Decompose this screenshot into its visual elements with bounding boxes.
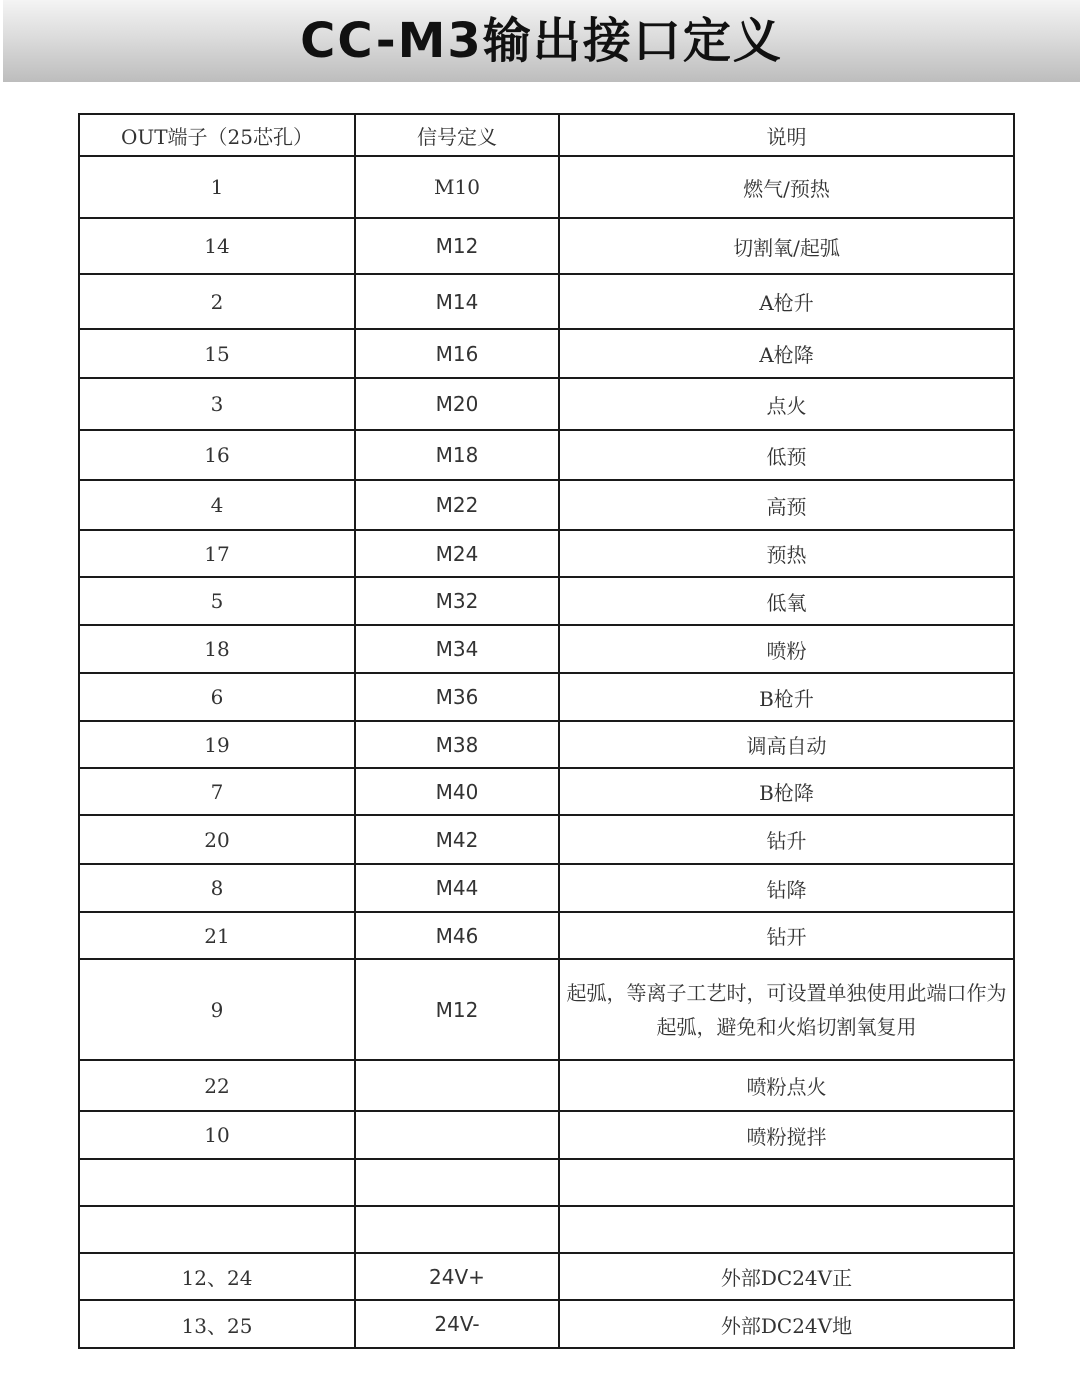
terminal-cell: 15 bbox=[79, 329, 355, 378]
terminal-cell: 13、25 bbox=[79, 1300, 355, 1348]
terminal-cell: 10 bbox=[79, 1111, 355, 1159]
signal-cell: M14 bbox=[355, 274, 559, 329]
table-body bbox=[79, 156, 1014, 1348]
description-cell: 钻升 bbox=[559, 815, 1014, 864]
table-row bbox=[79, 721, 1014, 768]
table-row bbox=[79, 1111, 1014, 1159]
table-row bbox=[79, 768, 1014, 815]
table-row bbox=[79, 378, 1014, 430]
terminal-cell: 8 bbox=[79, 864, 355, 912]
header-signal: 信号定义 bbox=[355, 114, 559, 156]
description-cell: B枪降 bbox=[559, 768, 1014, 815]
table-row bbox=[79, 1060, 1014, 1111]
signal-cell: M22 bbox=[355, 480, 559, 530]
signal-cell: M38 bbox=[355, 721, 559, 768]
table-row bbox=[79, 815, 1014, 864]
terminal-cell: 18 bbox=[79, 625, 355, 673]
terminal-cell: 16 bbox=[79, 430, 355, 480]
terminal-cell: 4 bbox=[79, 480, 355, 530]
table-row bbox=[79, 274, 1014, 329]
description-cell bbox=[559, 1159, 1014, 1206]
signal-cell: M32 bbox=[355, 577, 559, 625]
terminal-cell: 19 bbox=[79, 721, 355, 768]
header-description: 说明 bbox=[559, 114, 1014, 156]
table-row bbox=[79, 959, 1014, 1060]
signal-cell bbox=[355, 1060, 559, 1111]
description-cell: 点火 bbox=[559, 378, 1014, 430]
table-row bbox=[79, 156, 1014, 218]
terminal-cell: 21 bbox=[79, 912, 355, 959]
description-cell: 钻开 bbox=[559, 912, 1014, 959]
description-cell: A枪降 bbox=[559, 329, 1014, 378]
description-cell: 喷粉搅拌 bbox=[559, 1111, 1014, 1159]
page-title: CC-M3输出接口定义 bbox=[300, 12, 783, 69]
signal-cell: M34 bbox=[355, 625, 559, 673]
table-row bbox=[79, 329, 1014, 378]
table-row bbox=[79, 1300, 1014, 1348]
title-banner bbox=[3, 0, 1080, 82]
terminal-cell: 1 bbox=[79, 156, 355, 218]
description-cell: 调高自动 bbox=[559, 721, 1014, 768]
signal-cell: M16 bbox=[355, 329, 559, 378]
header-terminal: OUT端子（25芯孔） bbox=[79, 114, 355, 156]
terminal-cell bbox=[79, 1159, 355, 1206]
terminal-cell: 5 bbox=[79, 577, 355, 625]
terminal-cell: 9 bbox=[79, 959, 355, 1060]
signal-cell bbox=[355, 1111, 559, 1159]
description-cell: 燃气/预热 bbox=[559, 156, 1014, 218]
table-row bbox=[79, 480, 1014, 530]
description-cell: 起弧，等离子工艺时，可设置单独使用此端口作为起弧，避免和火焰切割氧复用 bbox=[559, 959, 1014, 1060]
terminal-cell: 12、24 bbox=[79, 1253, 355, 1300]
table-row bbox=[79, 1206, 1014, 1253]
table-header-row bbox=[79, 114, 1014, 156]
table-row bbox=[79, 577, 1014, 625]
signal-cell: M24 bbox=[355, 530, 559, 577]
signal-cell: M12 bbox=[355, 218, 559, 274]
signal-cell: 24V+ bbox=[355, 1253, 559, 1300]
terminal-cell bbox=[79, 1206, 355, 1253]
signal-cell: M44 bbox=[355, 864, 559, 912]
signal-cell: M46 bbox=[355, 912, 559, 959]
signal-cell bbox=[355, 1159, 559, 1206]
description-cell: 低预 bbox=[559, 430, 1014, 480]
description-cell: 外部DC24V地 bbox=[559, 1300, 1014, 1348]
terminal-cell: 22 bbox=[79, 1060, 355, 1111]
terminal-cell: 7 bbox=[79, 768, 355, 815]
signal-cell: M42 bbox=[355, 815, 559, 864]
signal-cell: 24V- bbox=[355, 1300, 559, 1348]
description-cell: 低氧 bbox=[559, 577, 1014, 625]
table-row bbox=[79, 673, 1014, 721]
description-cell: B枪升 bbox=[559, 673, 1014, 721]
description-cell: 喷粉 bbox=[559, 625, 1014, 673]
table-row bbox=[79, 430, 1014, 480]
signal-cell: M18 bbox=[355, 430, 559, 480]
signal-cell: M12 bbox=[355, 959, 559, 1060]
table-row bbox=[79, 530, 1014, 577]
signal-cell: M40 bbox=[355, 768, 559, 815]
terminal-cell: 20 bbox=[79, 815, 355, 864]
table-row bbox=[79, 625, 1014, 673]
description-cell: A枪升 bbox=[559, 274, 1014, 329]
description-cell: 高预 bbox=[559, 480, 1014, 530]
terminal-cell: 14 bbox=[79, 218, 355, 274]
description-cell: 外部DC24V正 bbox=[559, 1253, 1014, 1300]
signal-cell: M10 bbox=[355, 156, 559, 218]
description-cell: 钻降 bbox=[559, 864, 1014, 912]
table-row bbox=[79, 1253, 1014, 1300]
description-cell: 喷粉点火 bbox=[559, 1060, 1014, 1111]
description-cell bbox=[559, 1206, 1014, 1253]
signal-cell: M20 bbox=[355, 378, 559, 430]
table-row bbox=[79, 218, 1014, 274]
signal-cell bbox=[355, 1206, 559, 1253]
table-row bbox=[79, 1159, 1014, 1206]
terminal-cell: 6 bbox=[79, 673, 355, 721]
table-row bbox=[79, 912, 1014, 959]
terminal-cell: 2 bbox=[79, 274, 355, 329]
terminal-cell: 17 bbox=[79, 530, 355, 577]
signal-cell: M36 bbox=[355, 673, 559, 721]
description-cell: 预热 bbox=[559, 530, 1014, 577]
output-interface-table bbox=[78, 113, 1015, 1349]
terminal-cell: 3 bbox=[79, 378, 355, 430]
table-row bbox=[79, 864, 1014, 912]
description-cell: 切割氧/起弧 bbox=[559, 218, 1014, 274]
